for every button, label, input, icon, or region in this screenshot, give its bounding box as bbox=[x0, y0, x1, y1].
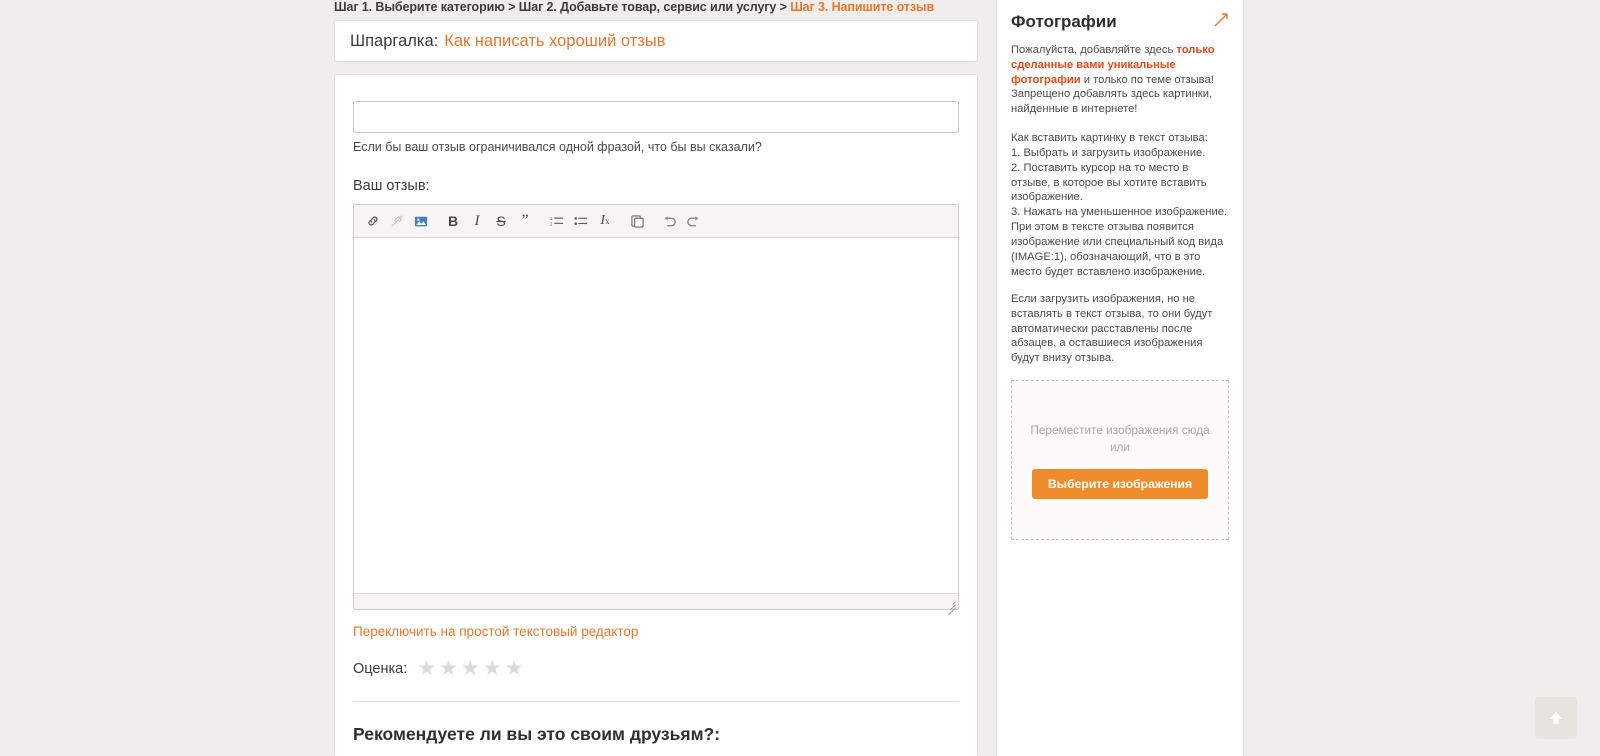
rich-text-editor bbox=[353, 204, 959, 610]
svg-text:1: 1 bbox=[550, 216, 553, 222]
dropzone-line-2: или bbox=[1109, 440, 1131, 455]
photos-warning-text bbox=[1011, 43, 1229, 117]
breadcrumb-step-1[interactable]: Шаг 1. Выберите категорию bbox=[334, 0, 505, 14]
star-2[interactable]: ★ bbox=[439, 657, 458, 680]
paste-icon[interactable] bbox=[626, 210, 648, 232]
main-column bbox=[334, 20, 978, 756]
section-divider bbox=[353, 701, 959, 702]
review-body-editor[interactable] bbox=[354, 238, 958, 593]
breadcrumb bbox=[334, 0, 934, 14]
breadcrumb-separator-2: > bbox=[779, 0, 787, 14]
rating-row bbox=[353, 658, 959, 679]
strikethrough-icon[interactable]: S bbox=[496, 213, 506, 229]
howto-step-2: 2. Поставить курсор на то место в отзыве, в которое вы хотите вставить изображение. bbox=[1011, 161, 1207, 204]
photos-warning-mid: и только по теме отзыва! bbox=[1080, 73, 1214, 86]
redo-icon[interactable] bbox=[682, 210, 704, 232]
cheatsheet-label: Шпаргалка: bbox=[350, 31, 439, 50]
numbered-list-icon[interactable] bbox=[546, 210, 568, 232]
editor-statusbar bbox=[354, 593, 958, 609]
photos-warning-highlight: только сделанные вами уникальные фотографии bbox=[1011, 44, 1215, 86]
recommend-question-title: Рекомендуете ли вы это своим друзьям?: bbox=[353, 724, 721, 744]
bold-icon[interactable]: B bbox=[447, 213, 459, 229]
remove-format-icon[interactable]: I x bbox=[600, 213, 610, 228]
star-1[interactable]: ★ bbox=[417, 657, 437, 680]
dropzone-text bbox=[1030, 422, 1209, 457]
editor-toolbar bbox=[354, 205, 958, 238]
photos-panel bbox=[996, 0, 1244, 756]
unlink-icon bbox=[386, 210, 408, 232]
review-title-hint: Если бы ваш отзыв ограничивался одной фразой, что бы вы сказали? bbox=[353, 140, 762, 154]
photos-warning-suffix: Запрещено добавлять здесь картинки, найденные в интернете! bbox=[1011, 88, 1213, 116]
review-body-label: Ваш отзыв: bbox=[353, 178, 430, 194]
bulleted-list-icon[interactable] bbox=[570, 210, 592, 232]
breadcrumb-step-3-current: Шаг 3. Напишите отзыв bbox=[790, 0, 935, 14]
photos-warning-prefix: Пожалуйста, добавляйте здесь bbox=[1011, 44, 1177, 56]
cheatsheet-bar bbox=[334, 20, 978, 62]
review-form-card bbox=[334, 74, 978, 756]
switch-to-plain-editor-link[interactable]: Переключить на простой текстовый редактор bbox=[353, 624, 639, 639]
rating-stars[interactable] bbox=[417, 658, 523, 679]
scroll-to-top-button[interactable] bbox=[1535, 697, 1577, 739]
rating-label: Оценка: bbox=[353, 660, 408, 677]
breadcrumb-step-2[interactable]: Шаг 2. Добавьте товар, сервис или услугу bbox=[518, 0, 777, 14]
dropzone-line-1: Переместите изображения сюда bbox=[1030, 422, 1210, 437]
editor-resize-handle[interactable] bbox=[946, 598, 956, 608]
link-icon[interactable] bbox=[362, 210, 384, 232]
review-title-input[interactable] bbox=[353, 101, 959, 133]
blockquote-icon[interactable]: ” bbox=[521, 212, 529, 229]
photos-panel-title: Фотографии bbox=[1011, 12, 1117, 31]
howto-title: Как вставить картинку в текст отзыва: bbox=[1011, 131, 1208, 144]
howto-step-1: 1. Выбрать и загрузить изображение. bbox=[1011, 146, 1206, 159]
breadcrumb-separator-1: > bbox=[508, 0, 516, 14]
howto-note: Если загрузить изображения, но не вставлять в текст отзыва, то они будут автоматически расставлены после абзацев, а оставшиеся изображения будут внизу отзыва. bbox=[1011, 292, 1213, 365]
photos-howto bbox=[1011, 131, 1229, 366]
arrow-up-icon bbox=[1546, 708, 1566, 728]
star-5[interactable]: ★ bbox=[504, 657, 524, 680]
italic-icon[interactable]: I bbox=[474, 212, 480, 229]
choose-images-button[interactable]: Выберите изображения bbox=[1032, 469, 1208, 499]
star-3[interactable]: ★ bbox=[460, 657, 480, 680]
svg-text:2: 2 bbox=[550, 221, 553, 227]
image-dropzone[interactable] bbox=[1011, 380, 1229, 540]
cheatsheet-link[interactable]: Как написать хороший отзыв bbox=[444, 31, 666, 50]
photos-panel-header bbox=[1011, 12, 1229, 32]
undo-icon[interactable] bbox=[658, 210, 680, 232]
howto-step-3: 3. Нажать на уменьшенное изображение. При этом в тексте отзыва появится изображение или специальный код вида (IMAGE:1), обозначающий, что в это место будет вставлено изображение. bbox=[1011, 206, 1228, 278]
image-icon[interactable] bbox=[410, 210, 432, 232]
star-4[interactable]: ★ bbox=[482, 657, 502, 680]
collapse-arrow-icon[interactable] bbox=[1213, 12, 1229, 28]
